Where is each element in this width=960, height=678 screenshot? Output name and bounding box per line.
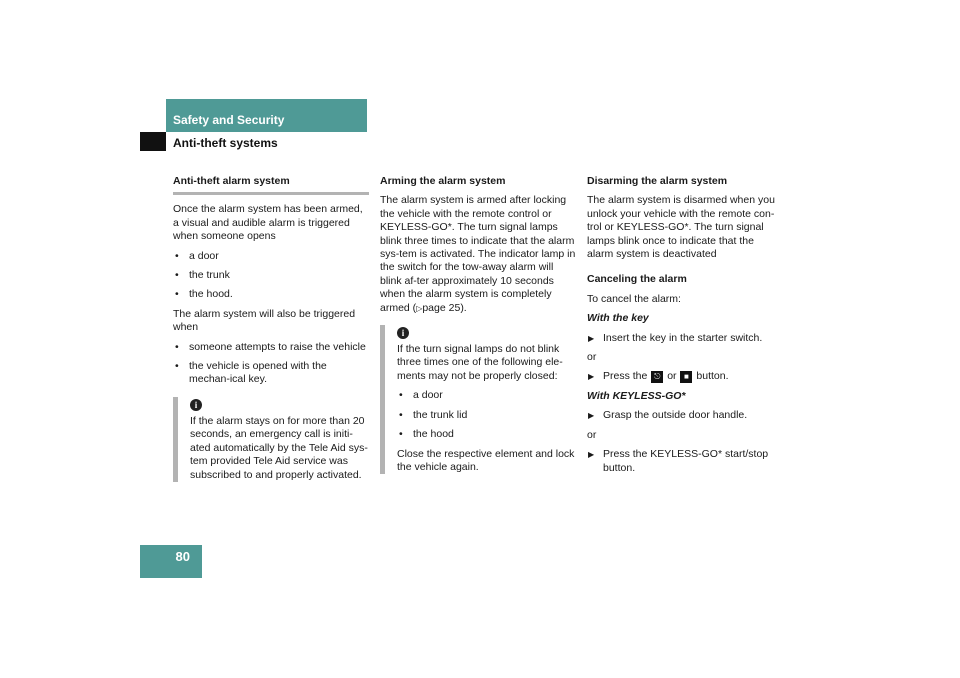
or-text: or: [587, 351, 597, 364]
step-item: ▶ Press the ⎋ or ■ button.: [588, 370, 729, 383]
arrow-bullet-icon: ▶: [588, 411, 595, 421]
page-number: 80: [175, 549, 190, 564]
step-item: ▶ Press the KEYLESS-GO* start/stop button.: [588, 448, 769, 474]
note-intro: If the turn signal lamps do not blink three times one of the following ele-ments may not be properly closed:: [397, 343, 563, 382]
note-text: If the alarm stays on for more than 20 seconds, an emergency call is initi-ated automatically by the Tele Aid sys-tem provided Tele Aid service was subscribed to and properly activated.: [190, 414, 368, 481]
page-ref-link[interactable]: page 25: [422, 301, 461, 314]
list-item: • a door: [173, 250, 369, 263]
info-icon: i: [397, 327, 409, 339]
disarming-text: The alarm system is disarmed when you unlock your vehicle with the remote con-trol or KEYLESS-GO*. The turn signal lamps blink once to indicate that the alarm system is deactivated: [587, 194, 775, 261]
unlock-key-icon: ⎋: [651, 371, 663, 383]
arrow-bullet-icon: ▶: [588, 372, 595, 382]
intro-text: Once the alarm system has been armed, a visual and audible alarm is triggered when someone opens: [173, 203, 363, 243]
open-list: [173, 250, 369, 302]
section-title: Safety and Security: [173, 113, 285, 127]
arrow-bullet-icon: ▶: [588, 333, 595, 343]
heading-disarming: Disarming the alarm system: [587, 175, 728, 187]
list-item: • the trunk lid: [397, 409, 576, 422]
note-box: [380, 325, 576, 474]
list-item: • the hood.: [173, 288, 369, 301]
column-2: [380, 175, 576, 474]
subsection-title: Anti-theft systems: [173, 136, 278, 150]
heading-anti-theft: Anti-theft alarm system: [173, 175, 369, 195]
cancel-intro: To cancel the alarm:: [587, 292, 681, 305]
lock-key-icon: ■: [680, 371, 692, 383]
list-item: • the hood: [397, 428, 576, 441]
step-item: ▶ Insert the key in the starter switch.: [588, 331, 763, 344]
heading-arming: Arming the alarm system: [380, 175, 506, 187]
list-item: • the trunk: [173, 269, 369, 282]
trigger-list: [173, 341, 369, 387]
column-1: [173, 175, 369, 482]
note-box: [173, 397, 369, 482]
info-icon: i: [190, 399, 202, 411]
section-header-bar: [166, 99, 367, 132]
subsection-marker: [140, 132, 166, 151]
list-item: • the vehicle is opened with the mechan-ical key.: [173, 360, 369, 387]
triangle-pointer-icon: ▷: [416, 303, 423, 313]
list-item: • a door: [397, 389, 576, 402]
column-3: [587, 175, 783, 481]
subheading-with-key: With the key: [587, 312, 649, 325]
step-item: ▶ Grasp the outside door handle.: [588, 409, 748, 422]
list-item: • someone attempts to raise the vehicle: [173, 341, 369, 354]
page-number-box: [140, 545, 202, 578]
subheading-keyless: With KEYLESS-GO*: [587, 389, 686, 402]
heading-canceling: Canceling the alarm: [587, 273, 687, 286]
arrow-bullet-icon: ▶: [588, 450, 595, 460]
note-end: Close the respective element and lock the vehicle again.: [397, 447, 575, 473]
or-text: or: [587, 428, 597, 441]
arming-text: The alarm system is armed after locking the vehicle with the remote control or KEYLESS-GO*. The turn signal lamps blink three times to indicate that the alarm sys-tem is activated. The indicator lamp in the switch for the tow-away alarm will blink af-ter approximately 10 seconds when the alarm system is completely armed (▷page 25).: [380, 194, 576, 314]
note-list: [397, 389, 576, 441]
trigger-text: The alarm system will also be triggered when: [173, 307, 356, 334]
